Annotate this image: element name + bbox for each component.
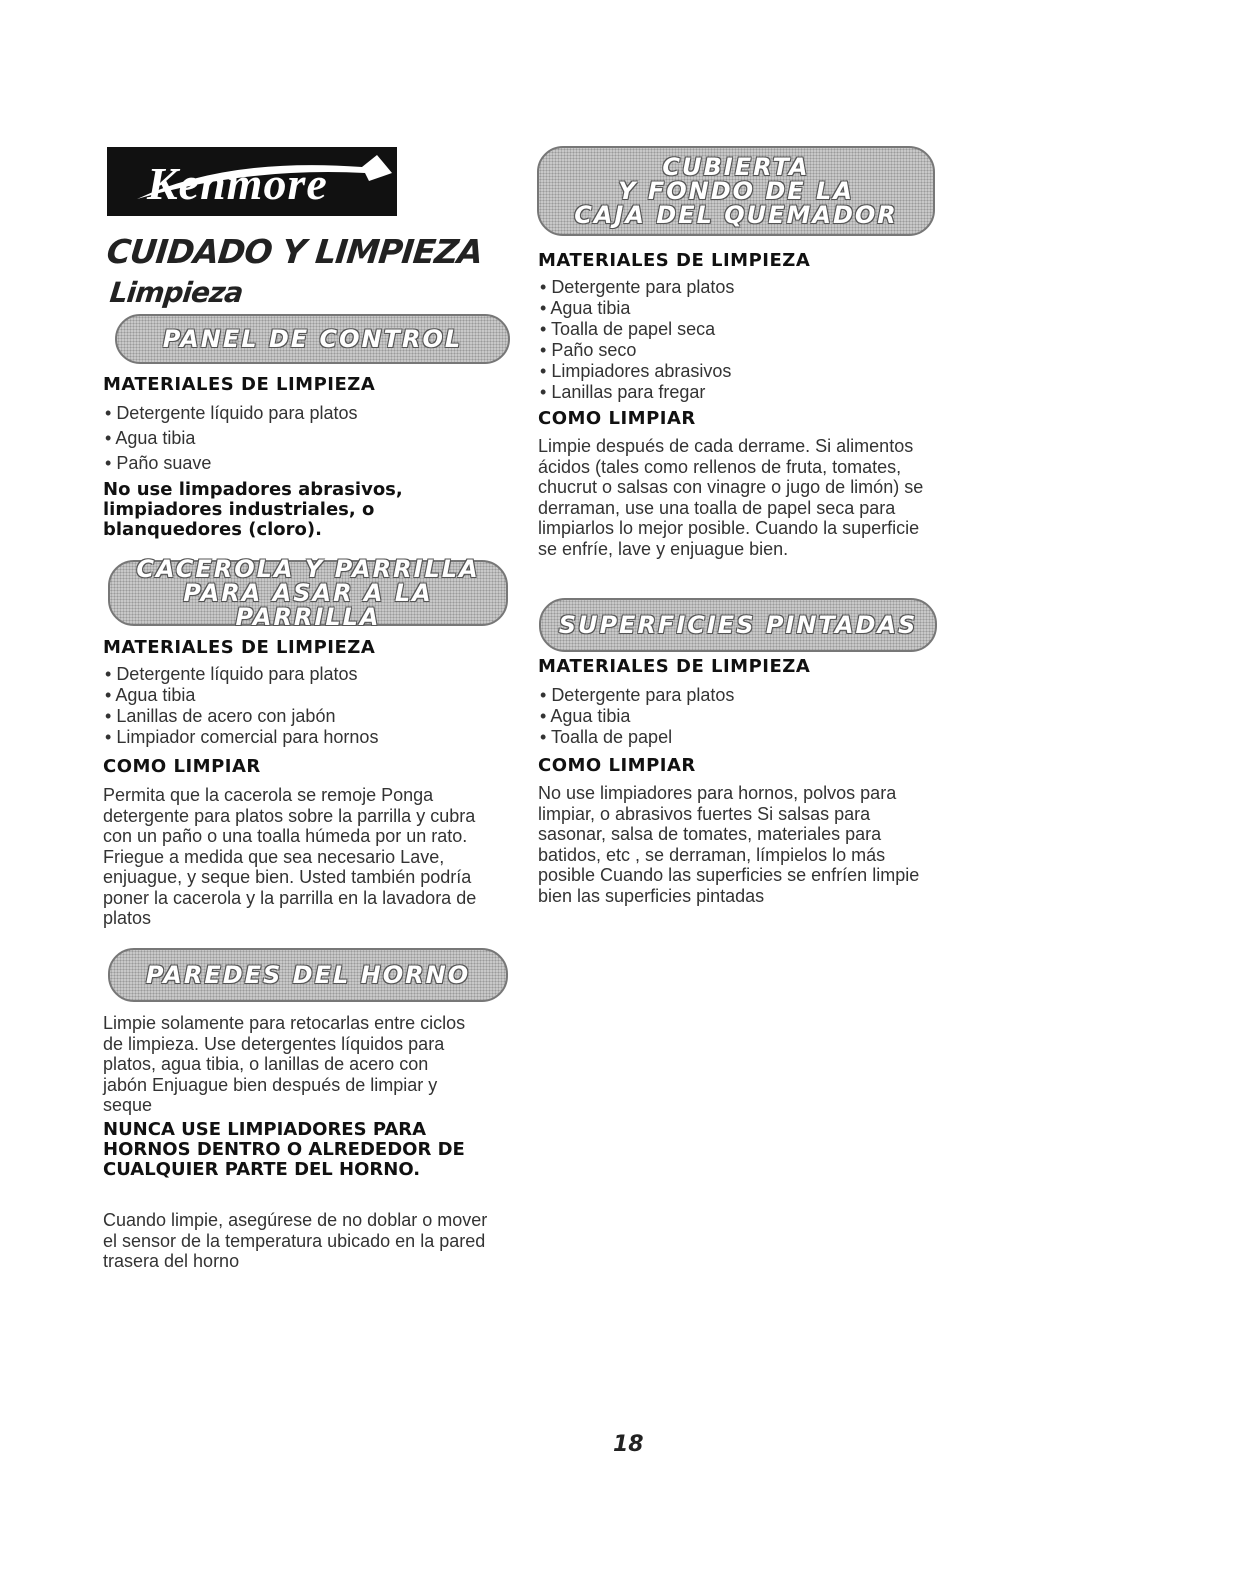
kenmore-logo [107,147,397,216]
banner-superficies-pintadas [539,598,937,652]
page-number: 18 [613,1432,644,1457]
list-item: • Lanillas para fregar [540,382,734,403]
superficies-how-heading: COMO LIMPIAR [538,755,696,776]
page-subtitle: Limpieza [108,276,245,309]
list-item: • Limpiador comercial para hornos [105,727,378,748]
list-item: • Agua tibia [105,426,357,451]
banner-superficies-label: SUPERFICIES PINTADAS [558,611,918,639]
cacerola-how-heading: COMO LIMPIAR [103,756,261,777]
list-item: • Paño suave [105,451,357,476]
banner-paredes-label: PAREDES DEL HORNO [145,961,471,989]
cubierta-how-text: Limpie después de cada derrame. Si alimentos ácidos (tales como rellenos de fruta, tomates, chucrut o salsas con vinagre o jugo de limón) se derraman, use una toalla de papel seca para limpiarlos lo mejor posible. Cuando la superficie se enfríe, lave y enjuague bien. [538,436,924,559]
list-item: • Toalla de papel [540,727,734,748]
superficies-how-text: No use limpiadores para hornos, polvos para limpiar, o abrasivos fuertes Si salsas para sasonar, salsa de tomates, materiales para batidos, etc , se derraman, límpielos lo más posible Cuando las superficies se enfríen limpie bien las superficies pintadas [538,783,920,906]
banner-panel-de-control [115,314,510,364]
banner-cubierta-label: CUBIERTA Y FONDO DE LA CAJA DEL QUEMADOR [574,153,898,229]
page-title: CUIDADO Y LIMPIEZA [104,232,485,271]
banner-cubierta-fondo [537,146,935,236]
banner-cacerola-label: CACEROLA Y PARRILLA PARA ASAR A LA PARRILLA [136,555,480,631]
banner-paredes-del-horno [108,948,508,1002]
panel-materials-list [105,401,357,476]
list-item: • Agua tibia [105,685,378,706]
list-item: • Toalla de papel seca [540,319,734,340]
paredes-note-text: Cuando limpie, asegúrese de no doblar o mover el sensor de la temperatura ubicado en la pared trasera del horno [103,1210,488,1271]
banner-panel-label: PANEL DE CONTROL [162,325,463,353]
list-item: • Agua tibia [540,298,734,319]
superficies-materials-list [540,685,734,748]
list-item: • Agua tibia [540,706,734,727]
list-item: • Limpiadores abrasivos [540,361,734,382]
cacerola-how-text: Permita que la cacerola se remoje Ponga detergente para platos sobre la parrilla y cubra con un paño o una toalla húmeda por un rato. Friegue a medida que sea necesario Lave, enjuague, y seque bien. Usted también podría poner la cacerola y la parrilla en la lavadora de platos [103,785,477,928]
list-item: • Detergente para platos [540,685,734,706]
cubierta-materials-list [540,277,734,403]
panel-materials-heading: MATERIALES DE LIMPIEZA [103,374,376,395]
superficies-materials-heading: MATERIALES DE LIMPIEZA [538,656,811,677]
cubierta-materials-heading: MATERIALES DE LIMPIEZA [538,250,811,271]
cacerola-materials-list [105,664,378,748]
panel-warning: No use limpadores abrasivos, limpiadores industriales, o blanquedores (cloro). [103,479,403,540]
list-item: • Paño seco [540,340,734,361]
logo-wordmark: Kenmore [147,158,328,209]
cacerola-materials-heading: MATERIALES DE LIMPIEZA [103,637,376,658]
list-item: • Detergente líquido para platos [105,401,357,426]
cubierta-how-heading: COMO LIMPIAR [538,408,696,429]
banner-cacerola-parrilla [108,555,508,631]
list-item: • Detergente para platos [540,277,734,298]
paredes-warning: NUNCA USE LIMPIADORES PARA HORNOS DENTRO O ALREDEDOR DE CUALQUIER PARTE DEL HORNO. [103,1119,465,1180]
paredes-intro-text: Limpie solamente para retocarlas entre ciclos de limpieza. Use detergentes líquidos para platos, agua tibia, o lanillas de acero con jabón Enjuague bien después de limpiar y seque [103,1013,466,1115]
list-item: • Lanillas de acero con jabón [105,706,378,727]
list-item: • Detergente líquido para platos [105,664,378,685]
